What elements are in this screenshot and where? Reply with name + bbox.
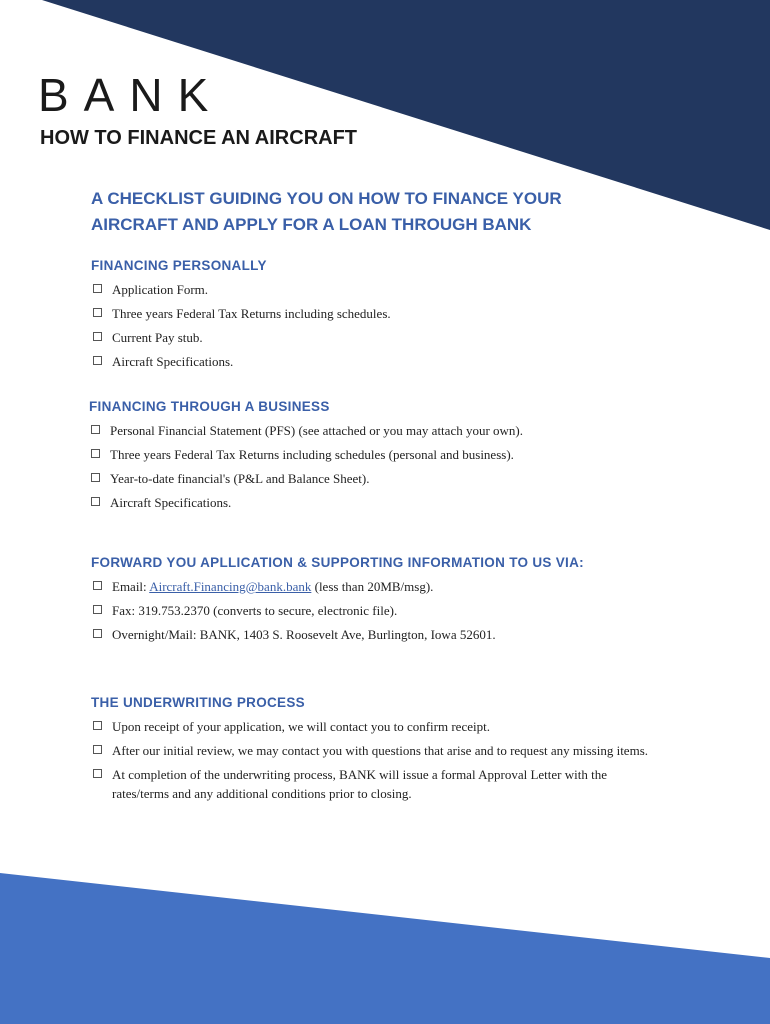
section-financing-personally bbox=[91, 258, 691, 376]
checklist-item bbox=[91, 280, 691, 299]
page-subtitle: A CHECKLIST GUIDING YOU ON HOW TO FINANCE YOUR AIRCRAFT AND APPLY FOR A LOAN THROUGH BANK bbox=[91, 189, 562, 234]
section-forward-application bbox=[91, 555, 711, 649]
checklist bbox=[91, 577, 711, 644]
section-heading: FINANCING PERSONALLY bbox=[91, 258, 267, 273]
checklist-item bbox=[91, 765, 661, 803]
email-link[interactable]: Aircraft.Financing@bank.bank bbox=[149, 579, 312, 594]
item-text: At completion of the underwriting process, BANK will issue a formal Approval Letter with the rates/terms and any additional conditions prior to closing. bbox=[112, 767, 607, 801]
checkbox-icon[interactable] bbox=[91, 449, 100, 458]
checklist-item bbox=[89, 421, 709, 440]
item-text: Overnight/Mail: BANK, 1403 S. Roosevelt Ave, Burlington, Iowa 52601. bbox=[112, 627, 496, 642]
checkbox-icon[interactable] bbox=[93, 356, 102, 365]
item-text: Year-to-date financial's (P&L and Balance Sheet). bbox=[110, 471, 370, 486]
section-financing-business bbox=[89, 399, 709, 517]
checkbox-icon[interactable] bbox=[93, 332, 102, 341]
checkbox-icon[interactable] bbox=[93, 745, 102, 754]
checklist-item bbox=[91, 625, 711, 644]
bottom-blue-band bbox=[0, 873, 770, 1024]
item-text: Aircraft Specifications. bbox=[112, 354, 234, 369]
checkbox-icon[interactable] bbox=[91, 497, 100, 506]
checklist-item bbox=[91, 741, 661, 760]
item-text: Aircraft Specifications. bbox=[110, 495, 232, 510]
checkbox-icon[interactable] bbox=[91, 473, 100, 482]
item-text: Personal Financial Statement (PFS) (see attached or you may attach your own). bbox=[110, 423, 524, 438]
checklist-item bbox=[91, 717, 661, 736]
checklist bbox=[89, 421, 709, 512]
checklist-item bbox=[89, 445, 709, 464]
item-text: After our initial review, we may contact you with questions that arise and to request any missing items. bbox=[112, 743, 649, 758]
checkbox-icon[interactable] bbox=[93, 308, 102, 317]
item-text: Upon receipt of your application, we will contact you to confirm receipt. bbox=[112, 719, 490, 734]
item-text: Fax: 319.753.2370 (converts to secure, electronic file). bbox=[112, 603, 398, 618]
checkbox-icon[interactable] bbox=[91, 425, 100, 434]
checklist bbox=[91, 717, 661, 803]
bank-logo: BANK bbox=[38, 69, 224, 121]
checklist-item bbox=[91, 601, 711, 620]
checklist bbox=[91, 280, 691, 371]
checkbox-icon[interactable] bbox=[93, 769, 102, 778]
section-underwriting-process bbox=[91, 695, 661, 808]
checkbox-icon[interactable] bbox=[93, 605, 102, 614]
checkbox-icon[interactable] bbox=[93, 721, 102, 730]
item-text: Current Pay stub. bbox=[112, 330, 203, 345]
item-text: Three years Federal Tax Returns including schedules (personal and business). bbox=[110, 447, 514, 462]
section-heading: FINANCING THROUGH A BUSINESS bbox=[89, 399, 330, 414]
checklist-item bbox=[91, 577, 711, 596]
item-text: Application Form. bbox=[112, 282, 209, 297]
email-suffix: (less than 20MB/msg). bbox=[311, 579, 434, 594]
checklist-item bbox=[89, 469, 709, 488]
checklist-item bbox=[91, 304, 691, 323]
checkbox-icon[interactable] bbox=[93, 629, 102, 638]
email-prefix: Email: bbox=[112, 579, 150, 594]
checkbox-icon[interactable] bbox=[93, 581, 102, 590]
checklist-item bbox=[89, 493, 709, 512]
section-heading: FORWARD YOU APLLICATION & SUPPORTING INFORMATION TO US VIA: bbox=[91, 555, 584, 570]
page-title: HOW TO FINANCE AN AIRCRAFT bbox=[40, 127, 358, 149]
item-text: Three years Federal Tax Returns including schedules. bbox=[112, 306, 391, 321]
section-heading: THE UNDERWRITING PROCESS bbox=[91, 695, 305, 710]
checklist-item bbox=[91, 352, 691, 371]
checklist-item bbox=[91, 328, 691, 347]
checkbox-icon[interactable] bbox=[93, 284, 102, 293]
